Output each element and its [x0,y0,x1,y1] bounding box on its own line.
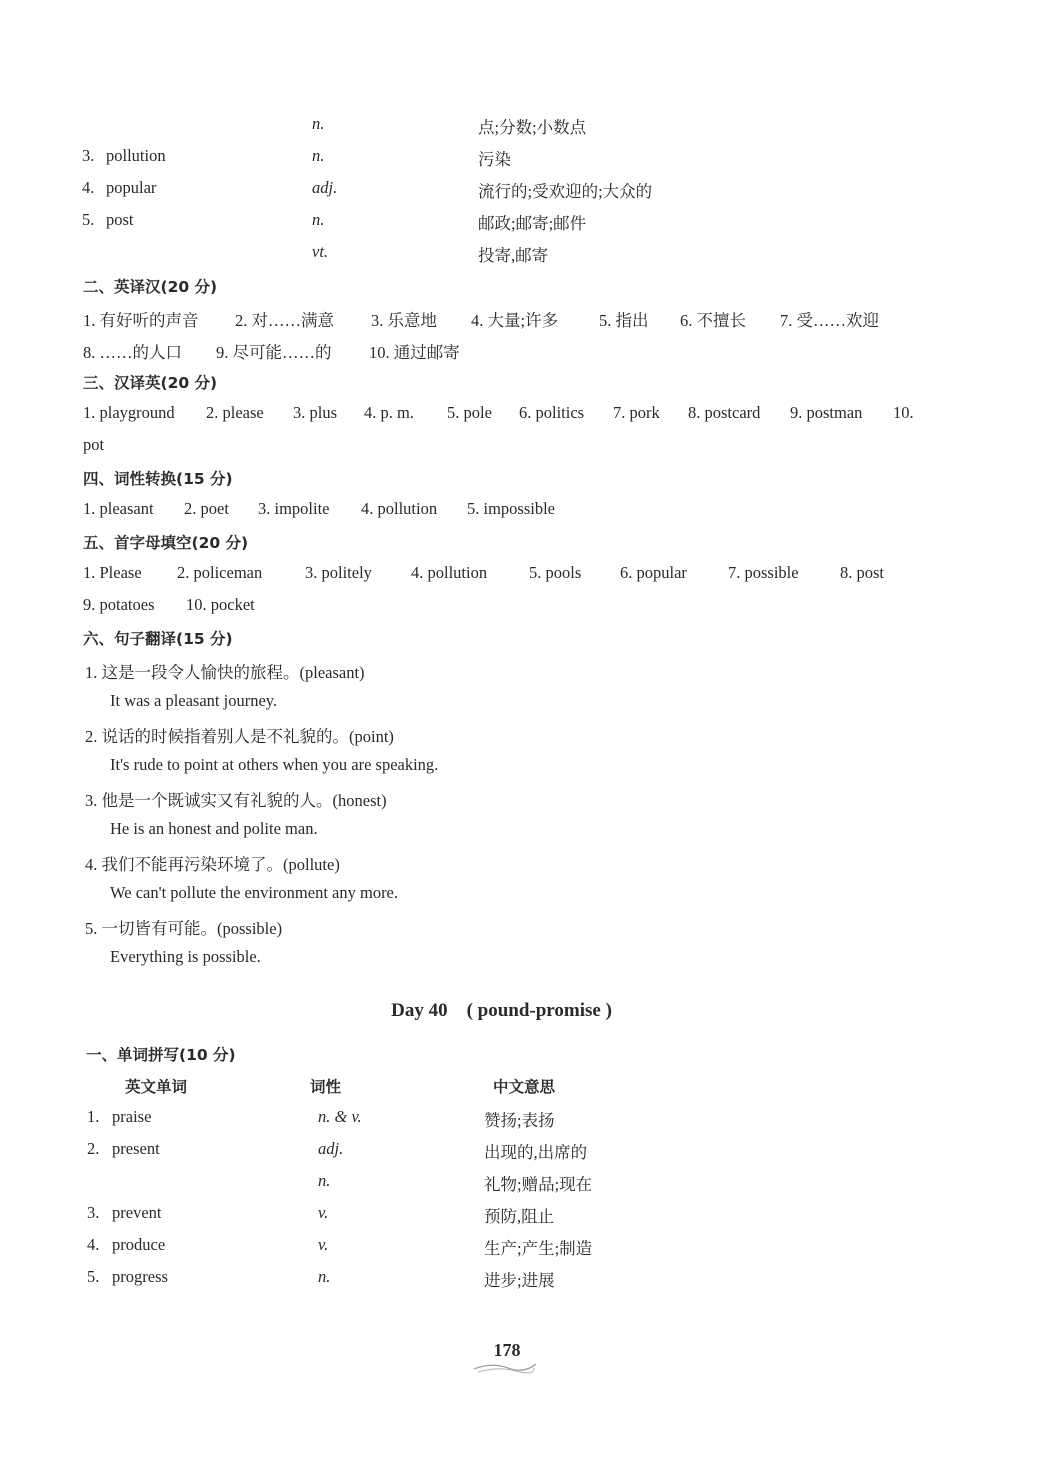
answer-item: 1. playground [83,403,175,422]
answer-item: 2. 对……满意 [235,311,334,330]
column-header: 英文单词 [125,1078,188,1096]
page-number: 178 [493,1340,521,1360]
answer-item: 5. 指出 [599,311,649,330]
section-heading: 二、英译汉(20 分) [83,278,218,296]
answer-item: 6. popular [620,563,687,582]
chinese-meaning: 污染 [478,150,511,169]
answer-item: 3. politely [305,563,372,582]
english-word: prevent [112,1203,162,1222]
day-title: Day 40 ( pound-promise ) [391,1000,612,1021]
part-of-speech: n. [318,1267,331,1286]
chinese-meaning: 出现的,出席的 [484,1143,588,1162]
answer-item: 6. 不擅长 [680,311,746,330]
chinese-meaning: 预防,阻止 [484,1207,555,1226]
answer-item: 9. postman [790,403,863,422]
answer-item: 10. pocket [186,595,255,614]
translation-answer: It's rude to point at others when you are speaking. [110,755,439,774]
translation-question: 5. 一切皆有可能。(possible) [85,919,283,938]
english-word: produce [112,1235,166,1254]
part-of-speech: n. [312,146,325,165]
answer-item: 1. pleasant [83,499,154,518]
english-word: popular [106,178,157,197]
chinese-meaning: 礼物;赠品;现在 [484,1175,593,1194]
item-number: 3. [87,1203,100,1222]
answer-item: 5. pole [447,403,492,422]
answer-item: 1. 有好听的声音 [83,311,199,330]
part-of-speech: v. [318,1235,329,1254]
item-number: 1. [87,1107,100,1126]
translation-question: 2. 说话的时候指着别人是不礼貌的。(point) [85,727,394,746]
answer-item: 8. post [840,563,885,582]
answer-item: 4. 大量;许多 [471,311,559,330]
translation-question: 4. 我们不能再污染环境了。(pollute) [85,855,340,874]
answer-item: 8. postcard [688,403,761,422]
item-number: 2. [87,1139,100,1158]
item-number: 3. [82,146,95,165]
answer-item: 1. Please [83,563,142,582]
answer-item: 7. 受……欢迎 [780,311,879,330]
item-number: 5. [82,210,95,229]
answer-item: 10. [893,403,914,422]
answer-item: 9. 尽可能……的 [216,343,332,362]
column-header: 中文意思 [493,1078,556,1096]
chinese-meaning: 邮政;邮寄;邮件 [478,214,587,233]
answer-item: 5. impossible [467,499,556,518]
item-number: 4. [87,1235,100,1254]
english-word: post [106,210,134,229]
answer-item: 7. possible [728,563,799,582]
item-number: 5. [87,1267,100,1286]
part-of-speech: v. [318,1203,329,1222]
answer-item: 4. pollution [411,563,488,582]
english-word: praise [112,1107,152,1126]
section-heading: 六、句子翻译(15 分) [83,630,233,648]
answer-item: 4. pollution [361,499,438,518]
translation-answer: Everything is possible. [110,947,261,966]
answer-item: 4. p. m. [364,403,414,422]
answer-item: 3. impolite [258,499,330,518]
section-heading: 四、词性转换(15 分) [83,470,233,488]
chinese-meaning: 投寄,邮寄 [478,246,549,265]
section-heading: 五、首字母填空(20 分) [83,534,249,552]
part-of-speech: n. [318,1171,331,1190]
section-heading: 一、单词拼写(10 分) [86,1046,236,1064]
translation-question: 1. 这是一段令人愉快的旅程。(pleasant) [85,663,365,682]
column-header: 词性 [310,1078,342,1096]
english-word: pollution [106,146,166,165]
answer-item: 7. pork [613,403,660,422]
part-of-speech: n. & v. [318,1107,362,1126]
part-of-speech: adj. [312,178,338,197]
answer-item: 10. 通过邮寄 [369,343,460,362]
english-word: present [112,1139,160,1158]
english-word: progress [112,1267,168,1286]
chinese-meaning: 流行的;受欢迎的;大众的 [478,182,653,201]
answer-item: 2. policeman [177,563,263,582]
answer-item: 3. 乐意地 [371,311,437,330]
section-heading: 三、汉译英(20 分) [83,374,218,392]
part-of-speech: n. [312,210,325,229]
answer-item: 5. pools [529,563,582,582]
answer-item: 3. plus [293,403,338,422]
translation-answer: It was a pleasant journey. [110,691,278,710]
page-number-swoosh-icon [472,1360,538,1374]
answer-item: 2. please [206,403,264,422]
translation-answer: He is an honest and polite man. [110,819,318,838]
part-of-speech: adj. [318,1139,344,1158]
item-number: 4. [82,178,95,197]
answer-item: 9. potatoes [83,595,155,614]
chinese-meaning: 进步;进展 [484,1271,555,1290]
answer-item: 6. politics [519,403,585,422]
chinese-meaning: 生产;产生;制造 [484,1239,593,1258]
chinese-meaning: 赞扬;表扬 [484,1111,555,1130]
translation-question: 3. 他是一个既诚实又有礼貌的人。(honest) [85,791,387,810]
translation-answer: We can't pollute the environment any more. [110,883,399,902]
chinese-meaning: 点;分数;小数点 [478,118,587,137]
answer-item: 2. poet [184,499,229,518]
answer-item: pot [83,435,105,454]
answer-item: 8. ……的人口 [83,343,182,362]
part-of-speech: n. [312,114,325,133]
part-of-speech: vt. [312,242,329,261]
